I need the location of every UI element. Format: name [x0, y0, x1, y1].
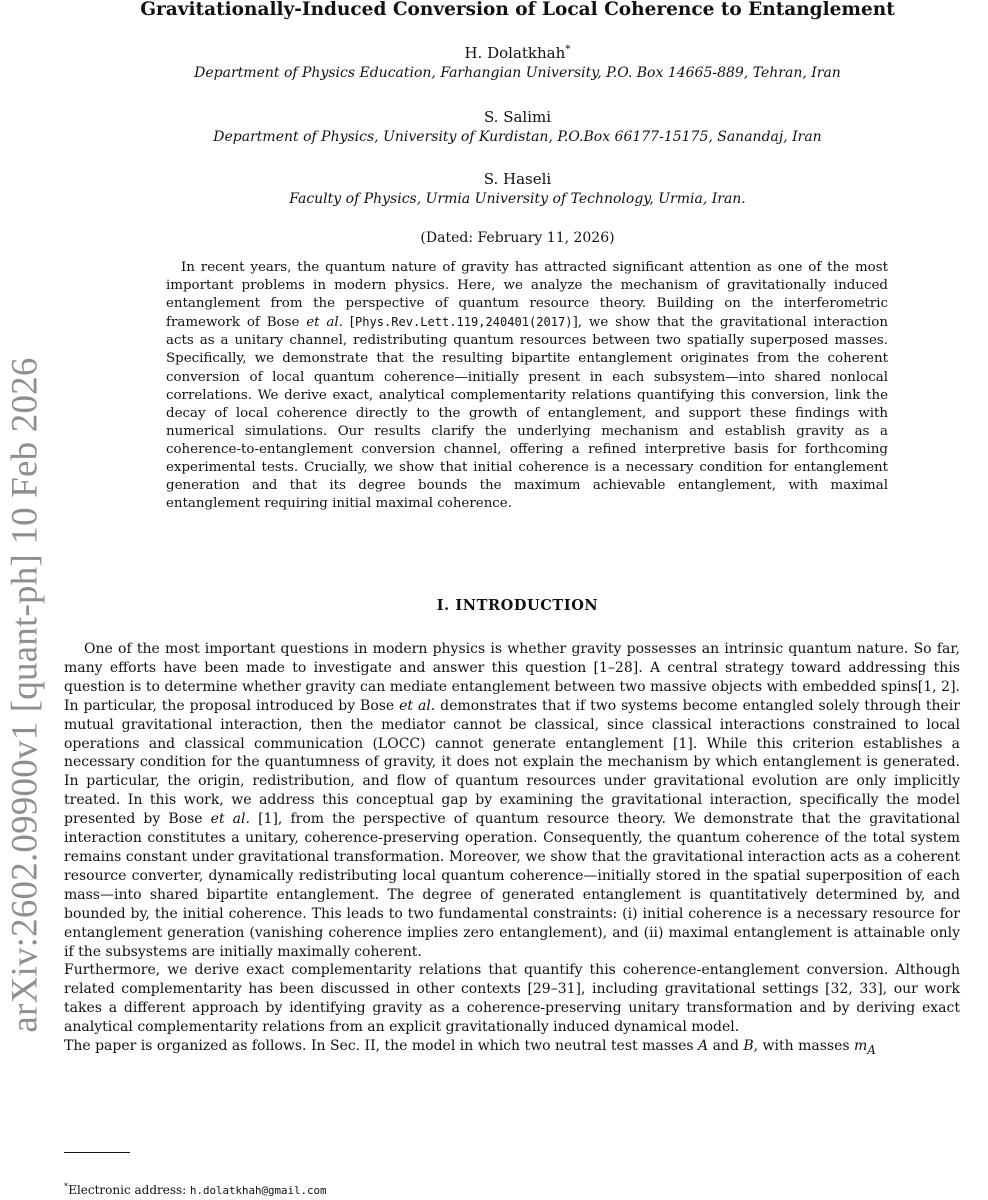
abstract [166, 259, 888, 513]
paragraph-text: , with masses [753, 1038, 855, 1055]
reference-citation: Phys.Rev.Lett.119,240401(2017) [354, 315, 573, 330]
variable-A: A [698, 1038, 709, 1055]
date-line: (Dated: February 11, 2026) [420, 230, 615, 246]
email-address: h.dolatkhah@gmail.com [190, 1184, 327, 1197]
variable-m: m [854, 1038, 868, 1055]
arxiv-sidebar [0, 190, 50, 1200]
author-name: H. Dolatkhah [464, 44, 566, 62]
author-name: S. Haseli [483, 170, 552, 188]
et-al: et al. [306, 315, 343, 331]
section-heading-introduction: I. INTRODUCTION [436, 597, 599, 614]
author-2 [60, 108, 975, 126]
paragraph-text: One of the most important questions in modern physics is whether gravity possesses an intrinsic quantum nature. So far, many efforts have been made to investigate and answer this question [1–28]. A central strategy toward addressing this question is to determine whether gravity can mediate entanglement between two massive objects with embedded spins[1, 2]. In particular, the proposal introduced by Bose [64, 641, 960, 714]
affiliation-3: Faculty of Physics, Urmia University of Technology, Urmia, Iran. [289, 191, 746, 207]
footnote-mark: * [64, 1181, 69, 1191]
footnote-divider [64, 1152, 130, 1153]
paragraph-text: The paper is organized as follows. In Sec. II, the model in which two neutral test masses [64, 1038, 698, 1055]
paragraph-text: [1], from the perspective of quantum resource theory. We demonstrate that the gravitational interaction constitutes a unitary, coherence-preserving operation. Consequently, the quantum coherence of the total system remains constant under gravitational transformation. Moreover, we show that the gravitational interaction acts as a coherent resource converter, dynamically redistributing local quantum coherence—initially stored in the spatial superposition of each mass—into shared bipartite entanglement. The degree of generated entanglement is quantitatively determined by, and bounded by, the initial coherence. This leads to two fundamental constraints: (i) initial coherence is a necessary resource for entanglement generation (vanishing coherence implies zero entanglement), and (ii) maximal entanglement is attainable only if the subsystems are initially maximally coherent. [64, 811, 960, 960]
introduction-body [64, 640, 960, 1060]
abstract-text: In recent years, the quantum nature of gravity has attracted significant attention as one of the most important problems in modern physics. Here, we analyze the mechanism of gravitationally induced entanglement from the perspective of quantum resource theory. Building on the interferometric framework of Bose [166, 260, 888, 331]
variable-subscript: A [867, 1042, 876, 1057]
footnote [64, 1183, 327, 1198]
abstract-text: [ [342, 315, 355, 331]
variable-B: B [743, 1038, 754, 1055]
author-1 [60, 44, 975, 62]
author-name: S. Salimi [483, 108, 552, 126]
author-3 [60, 170, 975, 188]
paper-title: Gravitationally-Induced Conversion of Local Coherence to Entanglement [140, 0, 895, 20]
paragraph [64, 640, 960, 961]
paragraph: Furthermore, we derive exact complementarity relations that quantify this coherence-entanglement conversion. Although related complementarity has been discussed in other contexts [29–31], including gravitational settings [32, 33], our work takes a different approach by identifying gravity as a coherence-preserving unitary transformation and by deriving exact analytical complementarity relations from an explicit gravitationally induced dynamical model. [64, 962, 960, 1036]
paragraph-text: demonstrates that if two systems become entangled solely through their mutual gravitational interaction, then the mediator cannot be classical, since classical interactions constrained to local operations and classical communication (LOCC) cannot generate entanglement [1]. While this criterion establishes a necessary condition for the quantumness of gravity, it does not explain the mechanism by which entanglement is generated. In particular, the origin, redistribution, and flow of quantum resources under gravitational evolution are only implicitly treated. In this work, we address this conceptual gap by examining the gravitational interaction, specifically the model presented by Bose [64, 697, 960, 828]
paragraph-text: and [708, 1038, 744, 1055]
abstract-text: ], we show that the gravitational interaction acts as a unitary channel, redistributing quantum resources between two spatially superposed masses. Specifically, we demonstrate that the resulting bipartite entanglement originates from the coherent conversion of local quantum coherence—initially present in each subsystem—into shared nonlocal correlations. We derive exact, analytical complementarity relations quantifying this conversion, link the decay of local coherence directly to the growth of entanglement, and support these findings with numerical simulations. Our results clarify the underlying mechanism and establish gravity as a coherence-to-entanglement conversion channel, offering a refined interpretive basis for forthcoming experimental tests. Crucially, we show that initial coherence is a necessary condition for entanglement generation and that its degree bounds the maximum achievable entanglement, with maximal entanglement requiring initial maximal coherence. [166, 315, 888, 512]
footnote-label: Electronic address: [68, 1183, 191, 1197]
abstract-paragraph [166, 259, 888, 513]
paragraph [64, 1037, 960, 1060]
et-al: et al. [210, 811, 250, 828]
affiliation-2: Department of Physics, University of Kurdistan, P.O.Box 66177-15175, Sanandaj, Iran [213, 129, 822, 145]
arxiv-identifier: arXiv:2602.09900v1 [quant-ph] 10 Feb 2026 [4, 357, 46, 1033]
author-footnote-mark: * [565, 43, 571, 55]
affiliation-1: Department of Physics Education, Farhangian University, P.O. Box 14665-889, Tehran, Iran [194, 65, 841, 81]
et-al: et al. [399, 697, 436, 714]
